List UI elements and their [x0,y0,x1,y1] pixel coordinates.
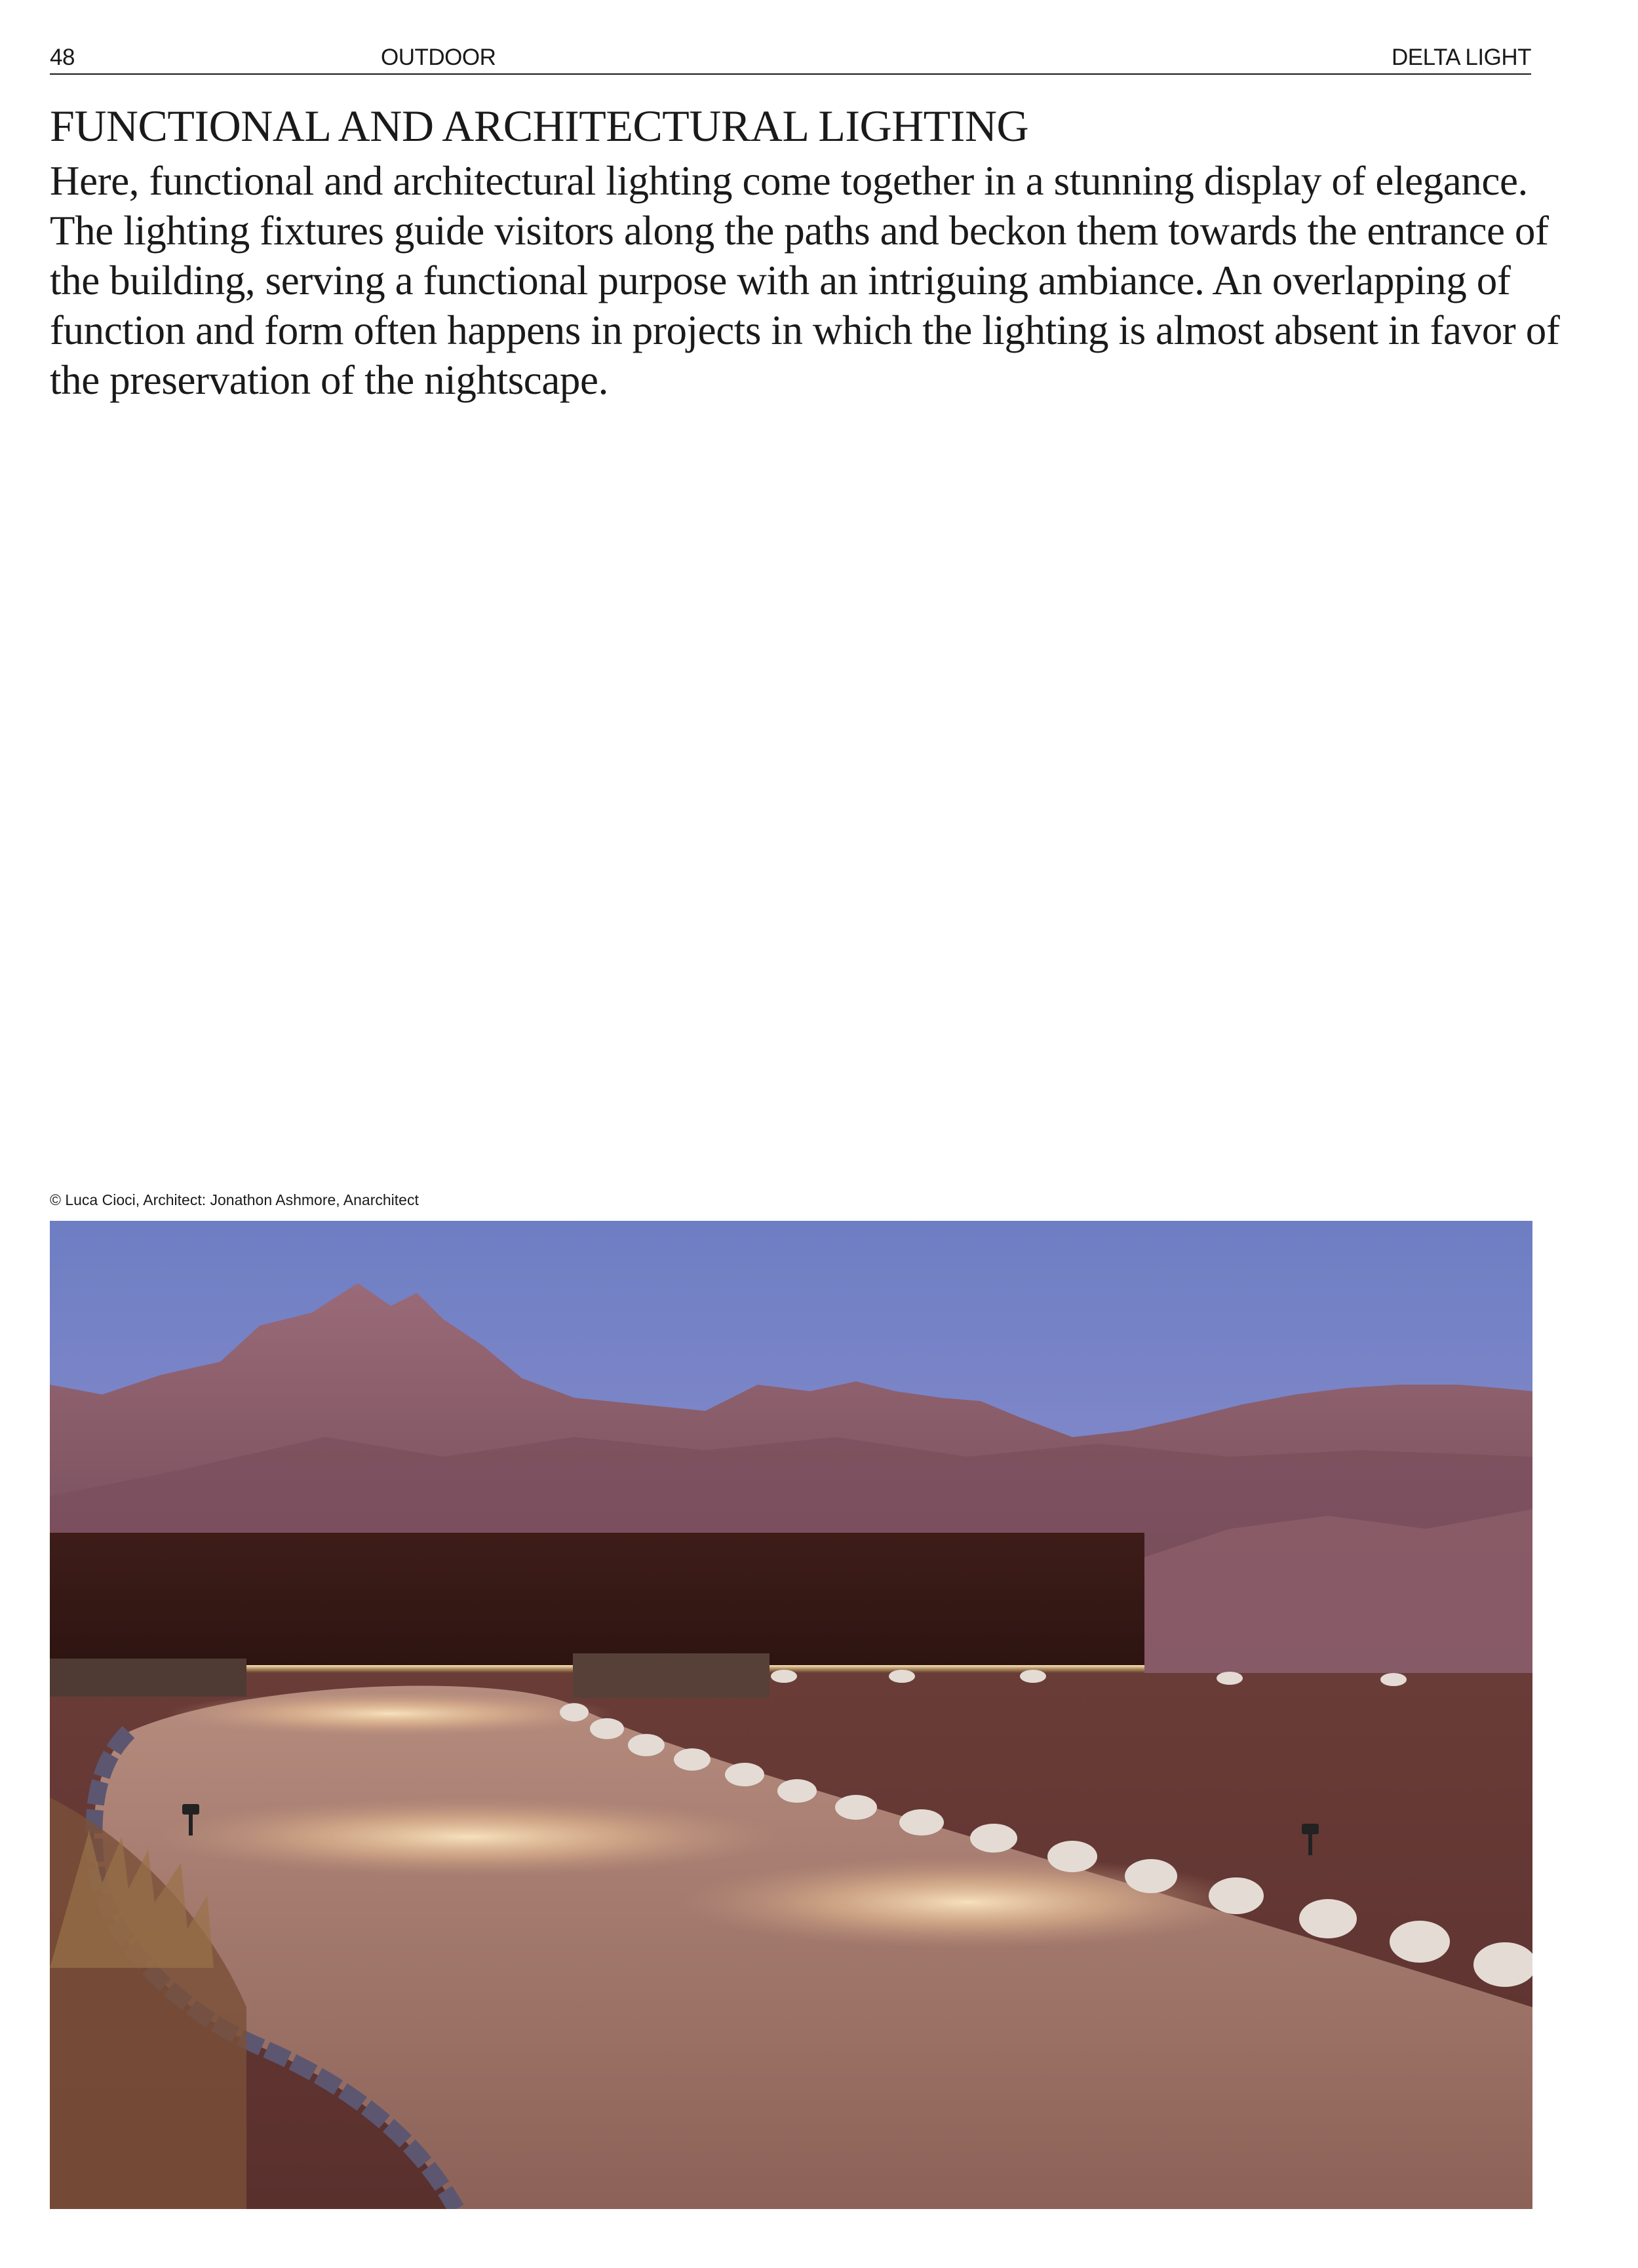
brand-label: DELTA LIGHT [1392,45,1531,70]
page-header [50,41,1531,75]
article-title: FUNCTIONAL AND ARCHITECTURAL LIGHTING [50,101,1029,151]
photo-credit: © Luca Cioci, Architect: Jonathon Ashmore, Anarchitect [50,1191,419,1208]
landscape-photo [50,1221,1532,2209]
section-label: OUTDOOR [381,45,496,70]
page-number: 48 [50,45,75,70]
desert-night-scene-illustration [50,1221,1532,2209]
article-body: Here, functional and architectural lighting come together in a stunning display of elegance. The lighting fixtures guide visitors along the paths and beckon them towards the entrance of the building, serving a functional purpose with an intriguing ambiance. An overlapping of function and form often happens in projects in which the lighting is almost absent in favor of the preservation of the nightscape. [50,158,1560,403]
